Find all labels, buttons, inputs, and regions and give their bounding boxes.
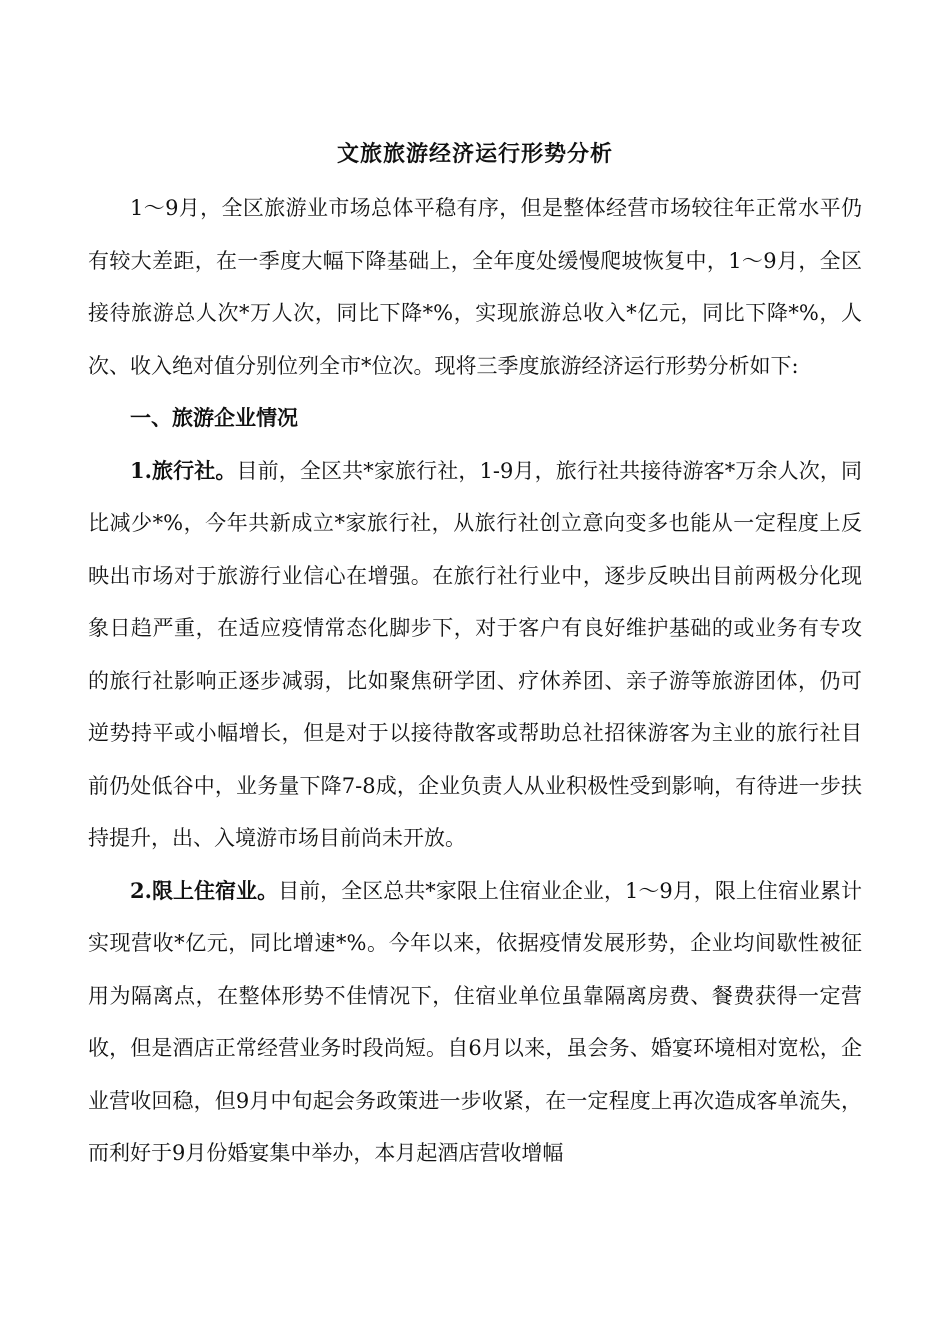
item-lead-travel-agencies: 1.旅行社。	[130, 457, 237, 483]
intro-paragraph: 1～9月，全区旅游业市场总体平稳有序，但是整体经营市场较往年正常水平仍有较大差距，在一季度大幅下降基础上，全年度处缓慢爬坡恢复中，1～9月，全区接待旅游总人次*万人次，同比下降*%，实现旅游总收入*亿元，同比下降*%，人次、收入绝对值分别位列全市*位次。现将三季度旅游经济运行形势分析如下:	[88, 196, 862, 378]
section-heading-tourism-enterprises: 一、旅游企业情况	[130, 405, 298, 430]
item-lead-accommodation: 2.限上住宿业。	[130, 877, 279, 903]
item-text-travel-agencies: 目前，全区共*家旅行社，1-9月，旅行社共接待游客*万余人次，同比减少*%，今年共新成立*家旅行社，从旅行社创立意向变多也能从一定程度上反映出市场对于旅游行业信心在增强。在旅行社行业中，逐步反映出目前两极分化现象日趋严重，在适应疫情常态化脚步下，对于客户有良好维护基础的或业务有专攻的旅行社影响正逐步减弱，比如聚焦研学团、疗休养团、亲子游等旅游团体，仍可逆势持平或小幅增长，但是对于以接待散客或帮助总社招徕游客为主业的旅行社目前仍处低谷中，业务量下降7-8成，企业负责人从业积极性受到影响，有待进一步扶持提升，出、入境游市场目前尚未开放。	[88, 458, 862, 850]
paragraph-travel-agencies	[88, 445, 862, 865]
paragraph-accommodation	[88, 865, 862, 1180]
document-body	[88, 126, 862, 1180]
document-title: 文旅旅游经济运行形势分析	[336, 141, 613, 167]
item-text-accommodation: 目前，全区总共*家限上住宿业企业，1～9月，限上住宿业累计实现营收*亿元，同比增速*%。今年以来，依据疫情发展形势，企业均间歇性被征用为隔离点，在整体形势不佳情况下，住宿业单位虽靠隔离房费、餐费获得一定营收，但是酒店正常经营业务时段尚短。自6月以来，虽会务、婚宴环境相对宽松，企业营收回稳，但9月中旬起会务政策进一步收紧，在一定程度上再次造成客单流失，而利好于9月份婚宴集中举办，本月起酒店营收增幅	[88, 878, 862, 1165]
